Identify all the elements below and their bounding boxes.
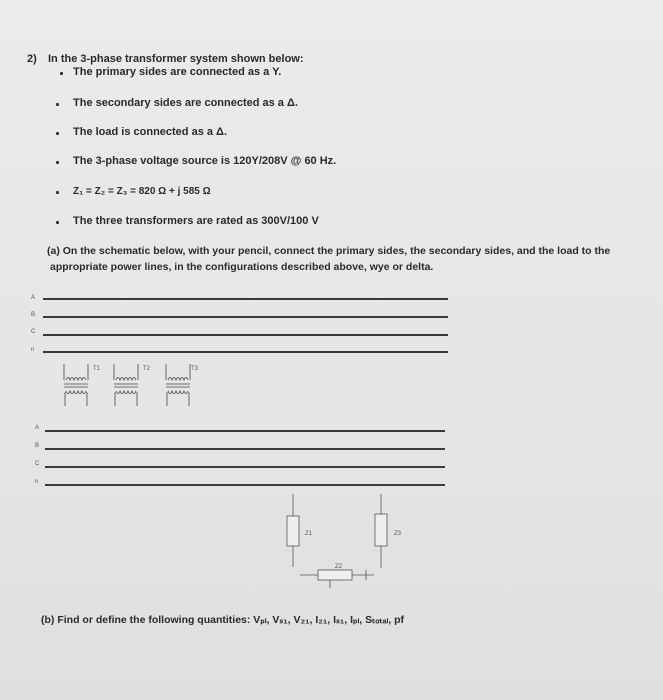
primary-line-a — [43, 298, 448, 300]
transformer-t3 — [166, 364, 190, 406]
bullet-secondary-delta: The secondary sides are connected as a Δ. — [73, 97, 298, 109]
load-label-z2: Z2 — [335, 564, 343, 570]
load-impedances — [270, 492, 410, 592]
secondary-line-b — [45, 448, 445, 450]
problem-intro: In the 3-phase transformer system shown below: — [48, 53, 304, 65]
transformer-label-t3: T3 — [191, 366, 199, 372]
load-z1 — [287, 494, 299, 567]
secondary-line-label-n: n — [35, 479, 39, 485]
primary-line-label-b: B — [31, 312, 36, 318]
transformer-symbols — [60, 362, 200, 410]
load-z3 — [375, 494, 387, 568]
part-b-instruction: (b) Find or define the following quantities: Vₚₗ, Vₛ₁, V₂₁, I₂₁, Iₛ₁, Iₚₗ, Sₜₒₜₐₗ, pf — [41, 614, 405, 626]
primary-line-label-c: C — [31, 329, 36, 335]
bullet-transformer-rating: The three transformers are rated as 300V/100 V — [73, 215, 319, 227]
bullet-primary-wye: The primary sides are connected as a Y. — [73, 66, 282, 78]
bullet-dot — [56, 103, 59, 106]
secondary-line-n — [45, 484, 445, 486]
part-a-instruction-line1: (a) On the schematic below, with your pencil, connect the primary sides, the secondary sides, and the load to the — [47, 245, 611, 257]
bullet-load-delta: The load is connected as a Δ. — [73, 126, 228, 138]
problem-number: 2) — [27, 53, 37, 65]
primary-line-label-n: n — [31, 347, 35, 353]
bullet-impedance: Z₁ = Z₂ = Z₃ = 820 Ω + j 585 Ω — [73, 186, 211, 197]
transformer-t1 — [64, 364, 88, 406]
primary-line-label-a: A — [31, 295, 36, 301]
secondary-line-label-c: C — [35, 461, 40, 467]
part-a-instruction-line2: appropriate power lines, in the configurations described above, wye or delta. — [50, 261, 434, 273]
transformer-label-t2: T2 — [143, 366, 151, 372]
primary-line-n — [43, 351, 448, 353]
bullet-dot — [56, 221, 59, 224]
load-label-z3: Z3 — [394, 531, 402, 537]
bullet-dot — [56, 161, 59, 164]
bullet-dot — [56, 191, 59, 194]
bullet-dot — [60, 72, 63, 75]
bullet-source-voltage: The 3-phase voltage source is 120Y/208V @ 60 Hz. — [73, 155, 337, 167]
primary-line-c — [43, 334, 448, 336]
secondary-line-label-a: A — [35, 425, 40, 431]
bullet-dot — [56, 132, 59, 135]
secondary-line-c — [45, 466, 445, 468]
secondary-line-a — [45, 430, 445, 432]
transformer-label-t1: T1 — [93, 366, 101, 372]
primary-line-b — [43, 316, 448, 318]
load-label-z1: Z1 — [305, 531, 313, 537]
transformer-t2 — [114, 364, 138, 406]
load-z2 — [300, 570, 374, 588]
secondary-line-label-b: B — [35, 443, 40, 449]
